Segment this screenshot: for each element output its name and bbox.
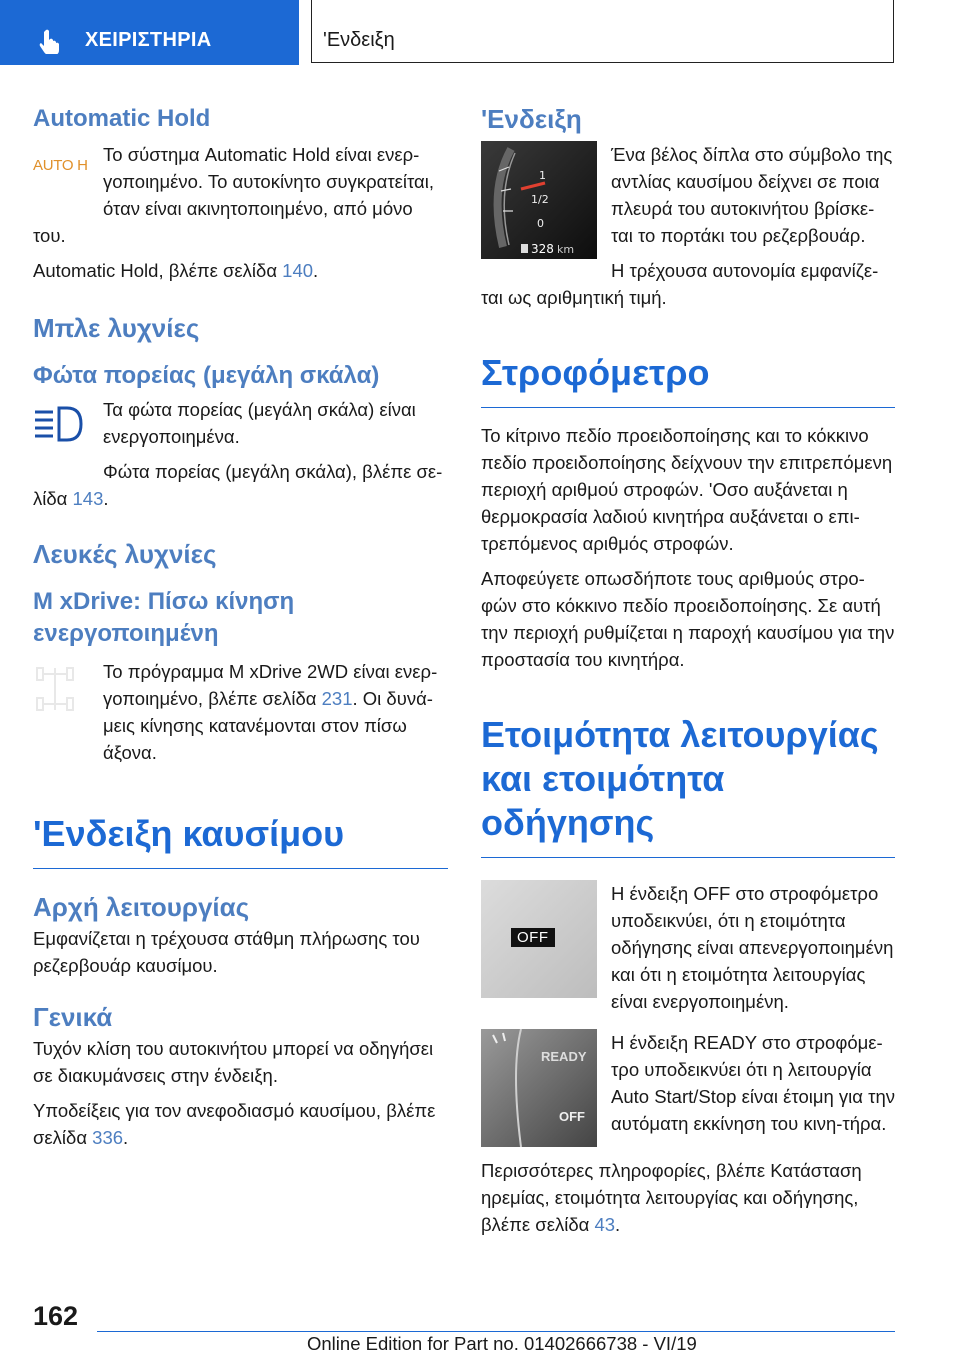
page-link-143[interactable]: 143 [72,488,104,509]
auto-hold-heading: Automatic Hold [33,105,211,132]
page-link-336[interactable]: 336 [92,1127,124,1148]
header-tab[interactable] [0,0,299,65]
ready-indicator-image: READY OFF [481,1029,597,1147]
page-link-43[interactable]: 43 [594,1214,616,1235]
right-column [481,95,895,1238]
gauge-label-full: 1 [539,169,546,182]
header-section [311,0,894,63]
readiness-ref: Περισσότερες πληροφορίες, βλέπε Κατάσταση ηρεμίας, ετοιμότητα λειτουργίας και οδήγησης, βλέπε σελίδα 43. [481,1160,862,1235]
off-indicator-image: OFF [481,880,597,998]
header-tab-label: ΧΕΙΡΙΣΤΗΡΙΑ [85,29,212,51]
indicator-heading: 'Ενδειξη [481,104,582,134]
auto-hold-ref: Automatic Hold, βλέπε σελίδα 140. [33,260,319,281]
high-beam-text: Τα φώτα πορείας (μεγάλη σκάλα) είναι ενεργοποιημένα. [103,399,416,447]
readiness-heading: Ετοιμότητα λειτουργίας και ετοιμότητα οδήγησης [481,713,895,858]
footer-edition: Online Edition for Part no. 01402666738 - VI/19 [307,1333,697,1354]
page-link-231[interactable]: 231 [321,688,353,709]
high-beam-ref: Φώτα πορείας (μεγάλη σκάλα), βλέπε σε‐λίδα 143. [33,461,443,509]
blue-lights-heading: Μπλε λυχνίες [33,313,200,343]
general-heading: Γενικά [33,1002,113,1032]
tachometer-heading: Στροφόμετρο [481,351,895,408]
page-number: 162 [33,1301,79,1331]
fuel-pump-icon [521,244,528,253]
high-beam-icon [33,396,103,464]
fuel-gauge-image [481,141,597,264]
auto-hold-text: Το σύστημα Automatic Hold είναι ενερ‐γοποιημένο. Το αυτοκίνητο συγκρατείται, όταν είναι ακινητοποιημένο, από μόνο του. [33,144,434,246]
tachometer-text-b: Αποφεύγετε οπωσδήποτε τους αριθμούς στρο‐φών στο κόκκινο πεδίο προειδοποίησης. Σε αυτή την περιοχή ρυθμίζεται η παροχή καυσίμου για την προστασία του κινητήρα. [481,568,895,670]
left-column [33,95,448,1151]
general-ref: Υποδείξεις για τον ανεφοδιασμό καυσίμου, βλέπε σελίδα 336. [33,1100,436,1148]
range-unit: km [557,243,575,256]
gauge-label-half: 1/2 [531,193,549,206]
principle-heading: Αρχή λειτουργίας [33,892,250,922]
auto-hold-icon: AUTO H [33,157,88,174]
ready-indicator-text: Η ένδειξη READY στο στροφόμε‐τρο υποδεικνύει ότι η λειτουργία Auto Start/Stop είναι έτοιμη για την αυτόματη εκκίνηση του κινη‐τήρα. [611,1032,895,1134]
high-beam-heading: Φώτα πορείας (μεγάλη σκάλα) [33,362,380,389]
off-indicator-text: Η ένδειξη OFF στο στροφόμετρο υποδεικνύει, ότι η ετοιμότητα οδήγησης είναι απενεργοποιημένη και ότι η ετοιμότητα λειτουργίας είναι ενεργοποιημένη. [611,883,894,1012]
indicator-text-b: Η τρέχουσα αυτονομία εμφανίζε‐ται ως αριθμητική τιμή. [481,260,879,308]
pointing-hand-icon [38,28,64,59]
principle-text: Εμφανίζεται η τρέχουσα στάθμη πλήρωσης του ρεζερβουάρ καυσίμου. [33,928,420,976]
page-link-140[interactable]: 140 [282,260,314,281]
tachometer-text-a: Το κίτρινο πεδίο προειδοποίησης και το κόκκινο πεδίο προειδοποίησης δείχνουν την επιτρεπόμενη περιοχή αριθμού στροφών. 'Οσο αυξάνεται η θερμοκρασία λαδιού κινητήρα αυξάνεται ο επι‐τρεπόμενος αριθμός στροφών. [481,425,893,554]
header-section-label: 'Ενδειξη [323,29,395,51]
white-lights-heading: Λευκές λυχνίες [33,539,217,569]
xdrive-text: Το πρόγραμμα M xDrive 2WD είναι ενερ‐γοποιημένο, βλέπε σελίδα 231. Οι δυνά‐μεις κίνησης κατανέμονται στον πίσω άξονα. [103,661,438,763]
xdrive-heading: M xDrive: Πίσω κίνηση ενεργοποιημένη [33,588,295,647]
footer-divider [97,1331,895,1332]
gauge-label-empty: 0 [537,217,544,230]
xdrive-icon [33,658,103,746]
general-text: Τυχόν κλίση του αυτοκινήτου μπορεί να οδηγήσει σε διακυμάνσεις στην ένδειξη. [33,1038,434,1086]
fuel-display-heading: 'Ενδειξη καυσίμου [33,812,448,869]
indicator-text-a: Ένα βέλος δίπλα στο σύμβολο της αντλίας καυσίμου δείχνει σε ποια πλευρά του αυτοκινήτου βρίσκε‐ται το πορτάκι του ρεζερβουάρ. [611,144,893,246]
range-value: 328 [531,242,554,256]
